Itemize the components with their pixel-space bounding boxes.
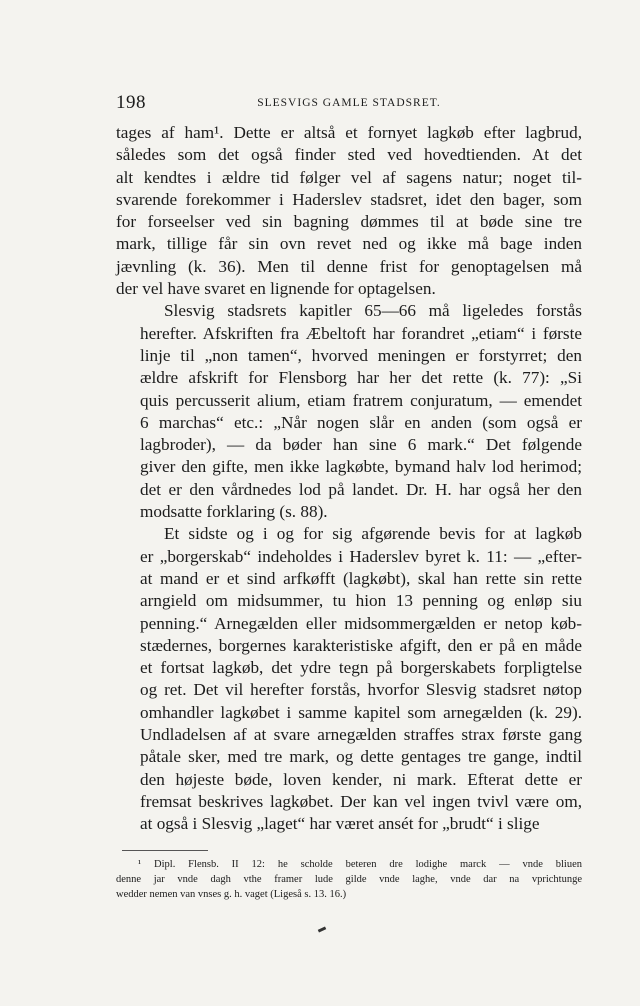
footnote-line: wedder nemen van vnses g. h. vaget (Ligeså s. 13. 16.) bbox=[116, 888, 347, 900]
paragraph bbox=[116, 300, 582, 523]
page-number: 198 bbox=[116, 92, 146, 113]
footnote-line: ¹ Dipl. Flensb. II 12: he scholde beteren dre lodighe marck — vnde bliuen bbox=[138, 858, 582, 870]
printer-mark bbox=[318, 926, 327, 932]
text-line: herefter. Afskriften fra Æbeltoft har forandret „etiam“ i første bbox=[140, 323, 582, 343]
text-line: at mand er et sind arfkøfft (lagkøbt), skal han rette sin rette bbox=[140, 568, 582, 588]
text-line: mark, tillige får sin ovn revet ned og ikke må bage inden bbox=[116, 234, 582, 254]
text-line: arngield om midsummer, tu hion 13 penning og enløp siu bbox=[140, 591, 582, 611]
text-line: Undladelsen af at svare arnegælden straffes strax første gang bbox=[140, 725, 582, 745]
text-line: jævnling (k. 36). Men til denne frist for genoptagelsen må bbox=[116, 256, 582, 276]
paragraph bbox=[116, 122, 582, 300]
text-line: lagbroder), — da bøder han sine 6 mark.“ Det følgende bbox=[140, 435, 582, 455]
text-line: tages af ham¹. Dette er altså et fornyet lagkøb efter lagbrud, bbox=[116, 123, 582, 142]
page-header bbox=[116, 92, 582, 120]
text-line: alt kendtes i ældre tid følger vel af sagens natur; noget til- bbox=[116, 167, 582, 187]
body-text bbox=[116, 122, 582, 836]
text-line: penning.“ Arnegælden eller midsommergælden er netop køb- bbox=[140, 613, 582, 633]
text-line: quis percusserit alium, etiam fratrem conjuratum, — emendet bbox=[140, 390, 582, 410]
text-line: Et sidste og i og for sig afgørende bevis for at lagkøb bbox=[164, 524, 582, 544]
text-line: er „borgerskab“ indeholdes i Haderslev byret k. 11: — „efter- bbox=[140, 546, 582, 566]
text-line: påtale sker, med tre mark, og dette gentages tre gange, indtil bbox=[140, 747, 582, 767]
text-line: der vel have svaret en lignende for optagelsen. bbox=[116, 279, 436, 299]
text-line: 6 marchas“ etc.: „Når nogen slår en anden (som også er bbox=[140, 412, 582, 432]
text-line: fremsat beskrives lagkøbet. Der kan vel ingen tvivl være om, bbox=[140, 791, 582, 811]
text-line: og ret. Det vil herefter forstås, hvorfor Slesvig stadsret nøtop bbox=[140, 680, 582, 700]
text-line: et fortsat lagkøb, det ydre tegn på borgerskabets forpligtelse bbox=[140, 658, 582, 678]
footnote bbox=[116, 857, 582, 902]
text-line: den højeste bøde, loven kender, ni mark. Efterat dette er bbox=[140, 769, 582, 789]
text-line: giver den gifte, men ikke lagkøbte, bymand halv lod herimod; bbox=[140, 457, 582, 477]
book-page bbox=[116, 92, 582, 902]
running-title: SLESVIGS GAMLE STADSRET. bbox=[257, 97, 441, 109]
text-line: stædernes, borgernes karakteristiske afgift, den er på en måde bbox=[140, 635, 582, 655]
text-line: det er den vårdnedes lod på landet. Dr. H. har også her den bbox=[140, 479, 582, 499]
text-line: linje til „non tamen“, hvorved meningen er forstyrret; den bbox=[140, 345, 582, 365]
footnote-line: denne jar vnde dagh vthe framer lude gilde vnde laghe, vnde dar na vprichtunge bbox=[116, 873, 582, 885]
text-line: omhandler lagkøbet i samme kapitel som arnegælden (k. 29). bbox=[140, 702, 582, 722]
text-line: modsatte forklaring (s. 88). bbox=[140, 502, 328, 522]
text-line: at også i Slesvig „laget“ har været ansét for „brudt“ i slige bbox=[140, 814, 540, 834]
text-line: svarende forekommer i Haderslev stadsret, idet den bager, som bbox=[116, 189, 582, 209]
paragraph bbox=[116, 523, 582, 835]
text-line: for forseelser ved sin bagning dømmes til at bøde sine tre bbox=[116, 212, 582, 232]
footnote-divider bbox=[122, 850, 208, 851]
text-line: Slesvig stadsrets kapitler 65—66 må ligeledes forstås bbox=[164, 301, 582, 321]
text-line: ældre afskrift for Flensborg har her det rette (k. 77): „Si bbox=[140, 368, 582, 388]
text-line: således som det også finder sted ved hovedtienden. At det bbox=[116, 145, 582, 165]
